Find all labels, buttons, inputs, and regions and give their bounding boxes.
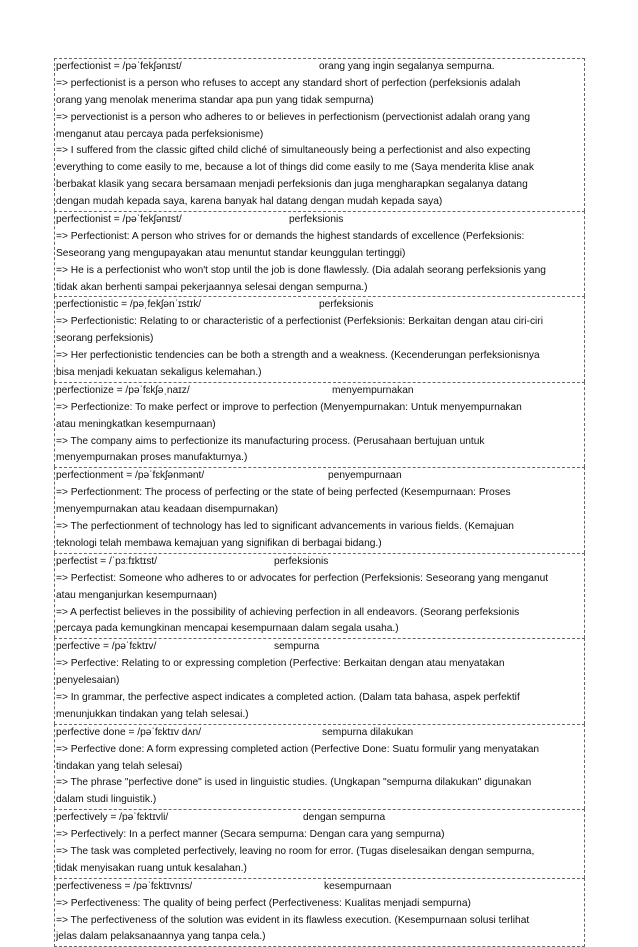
headword-text: perfectively = /pəˈfɛktɪvli/ bbox=[56, 812, 169, 824]
headword-text: perfectionize = /pəˈfɛkʃəˌnaɪz/ bbox=[56, 384, 190, 396]
headword-text: perfective = /pəˈfɛktɪv/ bbox=[56, 641, 157, 653]
entry-text-line: menganut atau percaya pada perfeksionisme) bbox=[56, 128, 264, 140]
entry-headword bbox=[56, 383, 583, 400]
entry-text-line: => A perfectist believes in the possibility of achieving perfection in all endeavors. (Seorang perfeksionis bbox=[56, 606, 520, 618]
entry-text-line: tidak menyisakan ruang untuk kesalahan.) bbox=[56, 862, 247, 874]
entry-text-line: seorang perfeksionis) bbox=[56, 333, 154, 345]
headword-text: perfectionment = /pəˈfɛkʃənmənt/ bbox=[56, 470, 205, 482]
dictionary-entry bbox=[54, 724, 585, 809]
entry-headword bbox=[56, 59, 583, 76]
entry-text-line: => Perfectively: In a perfect manner (Secara sempurna: Dengan cara yang sempurna) bbox=[56, 829, 445, 841]
entry-headword bbox=[56, 212, 583, 229]
entry-text-line: penyelesaian) bbox=[56, 675, 120, 687]
entry-headword bbox=[56, 554, 583, 571]
entry-text-line: => The phrase "perfective done" is used in linguistic studies. (Ungkapan "sempurna dilakukan" digunakan bbox=[56, 777, 532, 789]
entry-text-line: orang yang menolak menerima standar apa pun yang tidak sempurna) bbox=[56, 94, 374, 106]
headword-text: perfectiveness = /pəˈfɛktɪvnɪs/ bbox=[56, 880, 193, 892]
entry-text-line: menunjukkan tindakan yang telah selesai.) bbox=[56, 708, 249, 720]
dictionary-entry bbox=[54, 58, 585, 211]
entry-text-line: => The task was completed perfectively, leaving no room for error. (Tugas diselesaikan dengan sempurna, bbox=[56, 845, 535, 857]
entry-text-line: bisa menjadi kekuatan sekaligus kelemahan.) bbox=[56, 367, 262, 379]
entry-text-line: => pervectionist is a person who adheres to or believes in perfectionism (pervectionist adalah orang yang bbox=[56, 111, 530, 123]
entry-text-line: tindakan yang telah selesai) bbox=[56, 760, 183, 772]
entry-text-line: => I suffered from the classic gifted child cliché of simultaneously being a perfectionist and also expecting bbox=[56, 145, 531, 157]
entry-headword bbox=[56, 879, 583, 896]
entry-text-line: atau meningkatkan kesempurnaan) bbox=[56, 418, 216, 430]
entry-text-line: => The company aims to perfectionize its manufacturing process. (Perusahaan bertujuan untuk bbox=[56, 435, 485, 447]
dictionary-entry bbox=[54, 382, 585, 467]
entry-translation: perfeksionis bbox=[289, 214, 344, 226]
entry-text-line: everything to come easily to me, because a lot of things did come easily to me (Saya menderita klise anak bbox=[56, 162, 534, 174]
dictionary-entry bbox=[54, 467, 585, 552]
entry-translation: perfeksionis bbox=[274, 555, 329, 567]
entry-text-line: => In grammar, the perfective aspect indicates a completed action. (Dalam tata bahasa, aspek perfektif bbox=[56, 691, 520, 703]
entry-text-line: berbakat klasik yang secara bersamaan menjadi perfeksionis dan juga mengharapkan segalanya datang bbox=[56, 179, 528, 191]
entry-headword bbox=[56, 810, 583, 827]
dictionary-document bbox=[54, 58, 585, 947]
entry-text-line: Seseorang yang mengupayakan atau menuntut standar keunggulan tertinggi) bbox=[56, 247, 406, 259]
entry-text-line: dengan mudah kepada saya, karena banyak hal datang dengan mudah kepada saya) bbox=[56, 196, 443, 208]
entry-text-line: => perfectionist is a person who refuses to accept any standard short of perfection (perfeksionis adalah bbox=[56, 77, 521, 89]
entry-text-line: => Perfectist: Someone who adheres to or advocates for perfection (Perfeksionis: Seseorang yang menganut bbox=[56, 572, 549, 584]
entry-text-line: => Perfectionment: The process of perfecting or the state of being perfected (Kesempurnaan: Proses bbox=[56, 487, 511, 499]
headword-text: perfectionistic = /pəˌfekʃənˈɪstɪk/ bbox=[56, 299, 202, 311]
entry-translation: menyempurnakan bbox=[332, 384, 414, 396]
entry-text-line: tidak akan berhenti sampai pekerjaannya selesai dengan sempurna.) bbox=[56, 281, 368, 293]
entry-text-line: => Perfective done: A form expressing completed action (Perfective Done: Suatu formulir yang menyatakan bbox=[56, 743, 540, 755]
headword-text: perfectionist = /pəˈfekʃənɪst/ bbox=[56, 61, 182, 72]
entry-text-line: => He is a perfectionist who won't stop until the job is done flawlessly. (Dia adalah seorang perfeksionis yang bbox=[56, 264, 546, 276]
entry-translation: orang yang ingin segalanya sempurna. bbox=[319, 61, 495, 72]
headword-text: perfectist = /ˈpɜːfɪktɪst/ bbox=[56, 555, 158, 567]
headword-text: perfectionist = /pəˈfekʃənɪst/ bbox=[56, 214, 182, 226]
entry-text-line: => Perfective: Relating to or expressing completion (Perfective: Berkaitan dengan atau menyatakan bbox=[56, 658, 505, 670]
entry-headword bbox=[56, 725, 583, 742]
entry-text-line: => The perfectiveness of the solution was evident in its flawless execution. (Kesempurnaan solusi terlihat bbox=[56, 914, 530, 926]
entry-headword bbox=[56, 468, 583, 485]
entry-text-line: dalam studi linguistik.) bbox=[56, 794, 157, 806]
entry-text-line: => Her perfectionistic tendencies can be both a strength and a weakness. (Kecenderungan perfeksionisnya bbox=[56, 350, 540, 362]
entry-headword bbox=[56, 639, 583, 656]
entry-headword bbox=[56, 297, 583, 314]
entry-text-line: teknologi telah membawa kemajuan yang signifikan di berbagai bidang.) bbox=[56, 537, 382, 549]
entry-translation: kesempurnaan bbox=[324, 880, 392, 892]
dictionary-entry bbox=[54, 638, 585, 723]
dictionary-entry bbox=[54, 296, 585, 381]
dictionary-entry bbox=[54, 553, 585, 638]
entry-translation: perfeksionis bbox=[319, 299, 374, 311]
entry-text-line: menyempurnakan proses manufakturnya.) bbox=[56, 452, 248, 464]
dictionary-entry bbox=[54, 878, 585, 947]
entry-text-line: jelas dalam pelaksanaannya yang tanpa cela.) bbox=[56, 931, 266, 943]
headword-text: perfective done = /pəˈfɛktɪv dʌn/ bbox=[56, 726, 202, 738]
entry-text-line: percaya pada kemungkinan mencapai kesempurnaan dalam segala usaha.) bbox=[56, 623, 399, 635]
entry-text-line: menyempurnakan atau keadaan disempurnakan) bbox=[56, 504, 279, 516]
entry-text-line: => Perfectionist: A person who strives for or demands the highest standards of excellence (Perfeksionis: bbox=[56, 230, 525, 242]
entry-text-line: atau menganjurkan kesempurnaan) bbox=[56, 589, 217, 601]
dictionary-entry bbox=[54, 211, 585, 296]
entry-text-line: => Perfectionistic: Relating to or characteristic of a perfectionist (Perfeksionis: Berkaitan dengan atau ciri-ciri bbox=[56, 316, 543, 328]
entry-text-line: => Perfectiveness: The quality of being perfect (Perfectiveness: Kualitas menjadi sempurna) bbox=[56, 897, 471, 909]
dictionary-entry bbox=[54, 809, 585, 878]
entry-translation: dengan sempurna bbox=[303, 812, 386, 824]
entry-translation: penyempurnaan bbox=[328, 470, 402, 482]
entry-text-line: => The perfectionment of technology has led to significant advancements in various fields. (Kemajuan bbox=[56, 521, 514, 533]
entry-text-line: => Perfectionize: To make perfect or improve to perfection (Menyempurnakan: Untuk menyempurnakan bbox=[56, 401, 522, 413]
entry-translation: sempurna bbox=[274, 641, 320, 653]
entry-translation: sempurna dilakukan bbox=[322, 726, 414, 738]
